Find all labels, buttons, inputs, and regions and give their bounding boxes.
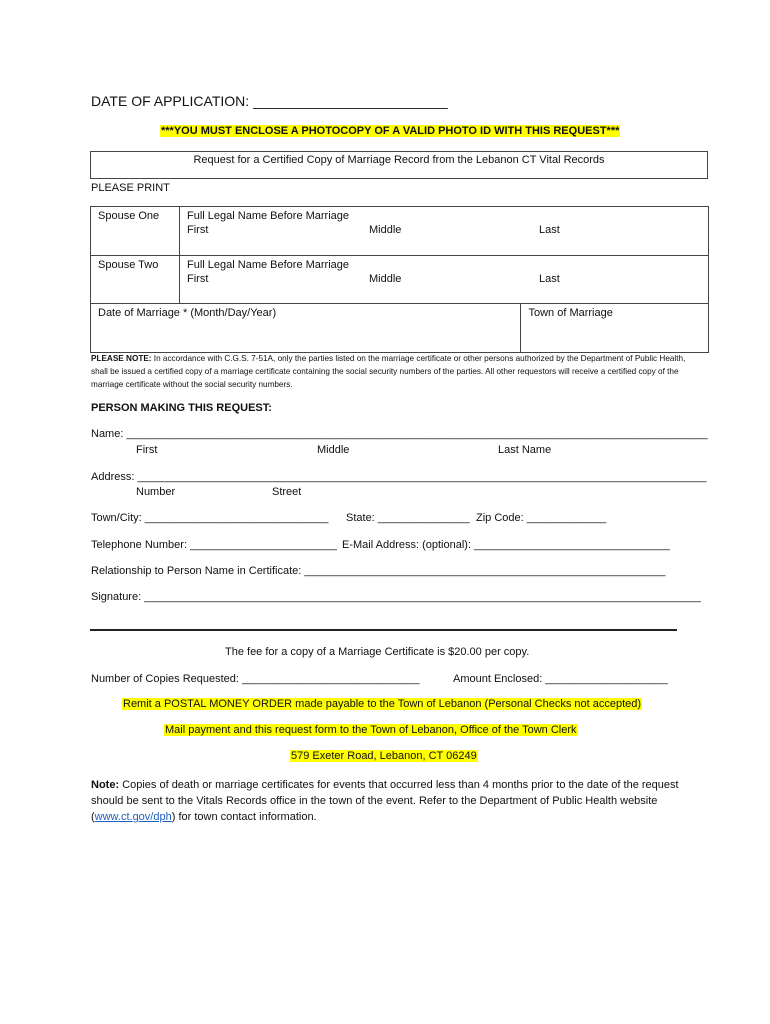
address-street-label: Street: [272, 486, 302, 498]
money-order-instruction: Remit a POSTAL MONEY ORDER made payable to the Town of Lebanon (Personal Checks not accepted): [123, 698, 642, 710]
spouse-one-name-field[interactable]: [180, 207, 709, 256]
date-of-marriage-label: Date of Marriage * (Month/Day/Year): [98, 307, 277, 319]
spouse-table: [90, 206, 709, 353]
name-last-label: Last Name: [498, 444, 552, 456]
email-field[interactable]: E-Mail Address: (optional): ________________________________: [342, 539, 670, 551]
final-note-text-after: ) for town contact information.: [171, 811, 317, 823]
spouse-one-cell: [91, 207, 180, 256]
name-middle-label: Middle: [317, 444, 350, 456]
final-note-bold: Note:: [91, 779, 120, 791]
photo-id-warning: ***YOU MUST ENCLOSE A PHOTOCOPY OF A VALID PHOTO ID WITH THIS REQUEST***: [161, 125, 620, 137]
date-of-application-label: DATE OF APPLICATION: _________________________: [91, 93, 448, 109]
middle-label: Middle: [369, 273, 402, 285]
dph-website-link[interactable]: www.ct.gov/dph: [94, 811, 172, 823]
mail-instruction: Mail payment and this request form to the Town of Lebanon, Office of the Town Clerk: [165, 724, 577, 736]
first-label: First: [187, 224, 209, 236]
last-label: Last: [539, 224, 560, 236]
please-note-text: In accordance with C.G.S. 7-51A, only the parties listed on the marriage certificate or other persons authorized by the Department of Public Health, shall be issued a certified copy of a marriage certificate containing the social security numbers of the parties. All other requestors will receive a certified copy of the marriage certificate without the social security numbers.: [91, 354, 686, 389]
spouse-two-name-field[interactable]: [180, 256, 709, 304]
section-divider: [90, 629, 677, 631]
town-city-field[interactable]: Town/City: ______________________________: [91, 512, 329, 524]
full-name-label: Full Legal Name Before Marriage: [187, 210, 350, 222]
spouse-one-label: Spouse One: [98, 210, 160, 222]
zip-code-field[interactable]: Zip Code: _____________: [476, 512, 607, 524]
spouse-two-label: Spouse Two: [98, 259, 159, 271]
request-title: Request for a Certified Copy of Marriage Record from the Lebanon CT Vital Records: [193, 154, 605, 166]
amount-enclosed-field[interactable]: Amount Enclosed: ____________________: [453, 673, 668, 685]
telephone-field[interactable]: Telephone Number: ________________________: [91, 539, 337, 551]
last-label: Last: [539, 273, 560, 285]
first-label: First: [187, 273, 209, 285]
please-print-label: PLEASE PRINT: [91, 182, 170, 194]
request-title-box: [90, 151, 708, 179]
fee-statement: The fee for a copy of a Marriage Certificate is $20.00 per copy.: [225, 646, 530, 658]
spouse-two-cell: [91, 256, 180, 304]
date-of-marriage-field[interactable]: [91, 304, 521, 353]
please-note-bold: PLEASE NOTE:: [91, 354, 152, 363]
name-first-label: First: [136, 444, 158, 456]
final-note-text-before: Copies of death or marriage certificates for events that occurred less than 4 months prior to the date of the request should be sent to the Vitals Records office in the town of the event. Refer to the Department of Public Health website (: [91, 779, 679, 823]
relationship-field[interactable]: Relationship to Person Name in Certificate: ___________________________________________________________: [91, 565, 666, 577]
mailing-address: 579 Exeter Road, Lebanon, CT 06249: [291, 750, 477, 762]
requester-heading: PERSON MAKING THIS REQUEST:: [91, 402, 272, 414]
name-field[interactable]: Name: _______________________________________________________________________________________________: [91, 428, 708, 440]
final-note-paragraph: [91, 777, 691, 825]
town-of-marriage-field[interactable]: [521, 304, 709, 353]
address-field[interactable]: Address: _____________________________________________________________________________________________: [91, 471, 707, 483]
full-name-label: Full Legal Name Before Marriage: [187, 259, 350, 271]
middle-label: Middle: [369, 224, 402, 236]
town-of-marriage-label: Town of Marriage: [528, 307, 613, 319]
state-field[interactable]: State: _______________: [346, 512, 470, 524]
copies-requested-field[interactable]: Number of Copies Requested: _____________________________: [91, 673, 420, 685]
signature-field[interactable]: Signature: ___________________________________________________________________________________________: [91, 591, 701, 603]
address-number-label: Number: [136, 486, 176, 498]
please-note-paragraph: [91, 352, 691, 391]
